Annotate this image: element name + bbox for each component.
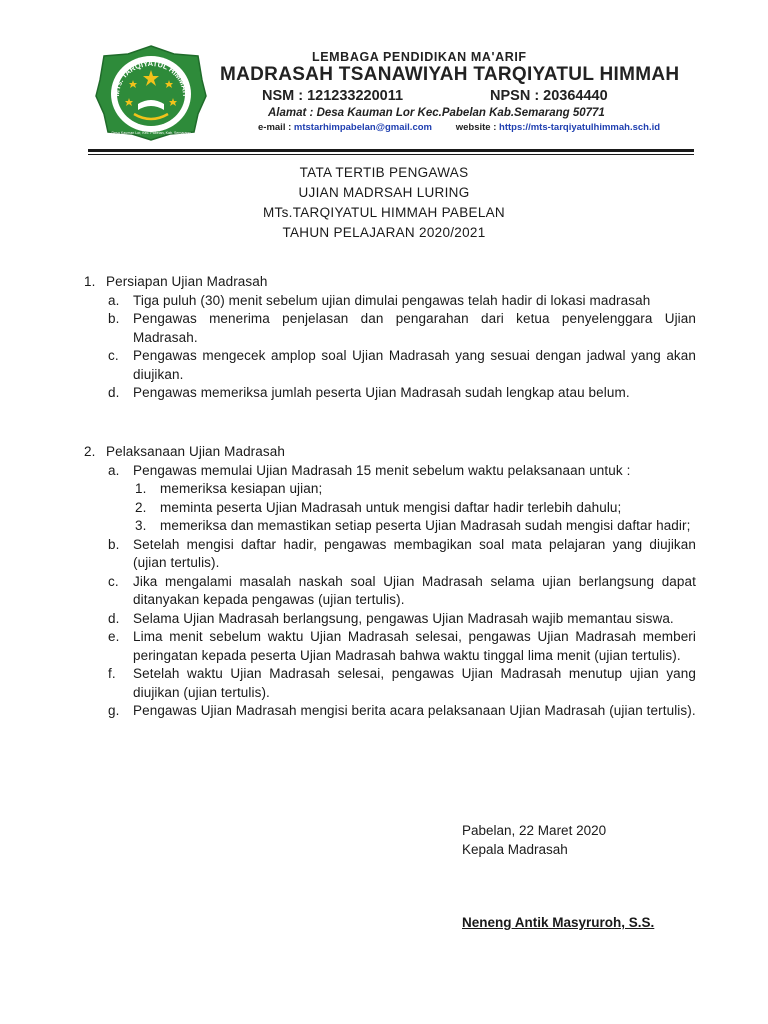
email-label: e-mail : bbox=[258, 122, 294, 133]
section-heading bbox=[84, 273, 696, 292]
title-line: TAHUN PELAJARAN 2020/2021 bbox=[282, 225, 486, 240]
sub-item-marker: 3. bbox=[135, 518, 147, 533]
item-marker: a. bbox=[108, 292, 120, 308]
title-line: UJIAN MADRSAH LURING bbox=[298, 185, 470, 200]
school-ids bbox=[262, 88, 642, 104]
sub-list-item bbox=[84, 517, 696, 536]
sub-item-text: meminta peserta Ujian Madrasah untuk mengisi daftar hadir terlebih dahulu; bbox=[160, 499, 622, 515]
list-item bbox=[84, 702, 696, 721]
website-label: website : bbox=[455, 122, 500, 133]
item-marker: f. bbox=[108, 666, 116, 681]
item-text: Setelah waktu Ujian Madrasah selesai, pengawas Ujian Madrasah menutup ujian yang diujikan (ujian tertulis). bbox=[133, 666, 696, 700]
title-line: TATA TERTIB PENGAWAS bbox=[299, 165, 469, 180]
section-persiapan bbox=[84, 273, 696, 403]
sub-item-marker: 1. bbox=[135, 481, 147, 496]
svg-text:Desa Kauman Lor, Kec. Pabelan,: Desa Kauman Lor, Kec. Pabelan, Kab. Semarang bbox=[111, 131, 191, 135]
item-text: Tiga puluh (30) menit sebelum ujian dimulai pengawas telah hadir di lokasi madrasah bbox=[133, 292, 651, 308]
sub-list-item bbox=[84, 480, 696, 499]
item-marker: b. bbox=[108, 311, 120, 326]
list-item bbox=[84, 292, 696, 311]
sub-list-item bbox=[84, 499, 696, 518]
item-marker: c. bbox=[108, 573, 119, 589]
item-text: Pengawas menerima penjelasan dan pengarahan dari ketua penyelenggara Ujian Madrasah. bbox=[133, 311, 696, 345]
svg-text:MTs. TARQIYATUL HIMMAH: MTs. TARQIYATUL HIMMAH bbox=[111, 58, 191, 97]
list-item bbox=[84, 573, 696, 610]
nsm-number: NSM : 121233220011 bbox=[262, 88, 404, 104]
item-text: Pengawas mengecek amplop soal Ujian Madrasah yang sesuai dengan jadwal yang akan diujikan. bbox=[133, 348, 696, 382]
list-item bbox=[84, 628, 696, 665]
item-marker: c. bbox=[108, 348, 119, 363]
list-item bbox=[84, 665, 696, 702]
list-item bbox=[84, 610, 696, 629]
item-text: Pengawas memulai Ujian Madrasah 15 menit sebelum waktu pelaksanaan untuk : bbox=[133, 462, 631, 478]
item-marker: d. bbox=[108, 385, 120, 400]
signer-position: Kepala Madrasah bbox=[462, 842, 568, 857]
item-text: Selama Ujian Madrasah berlangsung, pengawas Ujian Madrasah wajib memantau siswa. bbox=[133, 610, 674, 626]
list-item bbox=[84, 347, 696, 384]
section-pelaksanaan bbox=[84, 443, 696, 721]
sub-item-text: memeriksa dan memastikan setiap peserta Ujian Madrasah sudah mengisi daftar hadir; bbox=[160, 518, 691, 533]
school-logo bbox=[94, 44, 208, 142]
item-marker: b. bbox=[108, 536, 120, 552]
item-text: Setelah mengisi daftar hadir, pengawas membagikan soal mata pelajaran yang diujikan (ujian tertulis). bbox=[133, 536, 696, 570]
title-line: MTs.TARQIYATUL HIMMAH PABELAN bbox=[263, 205, 505, 220]
item-marker: d. bbox=[108, 610, 120, 626]
section-title: Persiapan Ujian Madrasah bbox=[106, 274, 268, 289]
signature-block bbox=[462, 821, 606, 859]
school-name: MADRASAH TSANAWIYAH TARQIYATUL HIMMAH bbox=[220, 64, 680, 85]
section-title: Pelaksanaan Ujian Madrasah bbox=[106, 444, 285, 459]
section-number: 1. bbox=[84, 274, 96, 289]
item-marker: a. bbox=[108, 462, 120, 478]
item-marker: g. bbox=[108, 703, 120, 718]
item-marker: e. bbox=[108, 629, 120, 644]
place-date: Pabelan, 22 Maret 2020 bbox=[462, 823, 607, 838]
signer-name: Neneng Antik Masyruroh, S.S. bbox=[462, 915, 655, 930]
email-link[interactable]: mtstarhimpabelan@gmail.com bbox=[293, 122, 432, 133]
section-number: 2. bbox=[84, 444, 96, 459]
list-item bbox=[84, 310, 696, 347]
website-link[interactable]: https://mts-tarqiyatulhimmah.sch.id bbox=[499, 122, 661, 133]
item-text: Pengawas memeriksa jumlah peserta Ujian Madrasah sudah lengkap atau belum. bbox=[133, 385, 630, 400]
letterhead-divider bbox=[88, 149, 694, 152]
contact-line bbox=[258, 122, 728, 133]
section-heading bbox=[84, 443, 696, 462]
item-text: Jika mengalami masalah naskah soal Ujian Madrasah selama ujian berlangsung dapat ditanyakan kepada pengawas (ujian tertulis). bbox=[133, 573, 696, 607]
sub-item-marker: 2. bbox=[135, 499, 147, 515]
organization-name: LEMBAGA PENDIDIKAN MA'ARIF bbox=[312, 50, 527, 64]
sub-item-text: memeriksa kesiapan ujian; bbox=[160, 481, 323, 496]
item-text: Lima menit sebelum waktu Ujian Madrasah selesai, pengawas Ujian Madrasah memberi peringatan kepada peserta Ujian Madrasah bahwa waktu tinggal lima menit (ujian tertulis). bbox=[133, 629, 696, 663]
item-text: Pengawas Ujian Madrasah mengisi berita acara pelaksanaan Ujian Madrasah (ujian tertulis). bbox=[133, 703, 696, 718]
document-title bbox=[0, 163, 768, 243]
list-item bbox=[84, 462, 696, 481]
list-item bbox=[84, 536, 696, 573]
list-item bbox=[84, 384, 696, 403]
npsn-number: NPSN : 20364440 bbox=[490, 88, 608, 104]
letterhead-divider-thin bbox=[88, 154, 694, 155]
school-address: Alamat : Desa Kauman Lor Kec.Pabelan Kab.Semarang 50771 bbox=[268, 107, 605, 119]
